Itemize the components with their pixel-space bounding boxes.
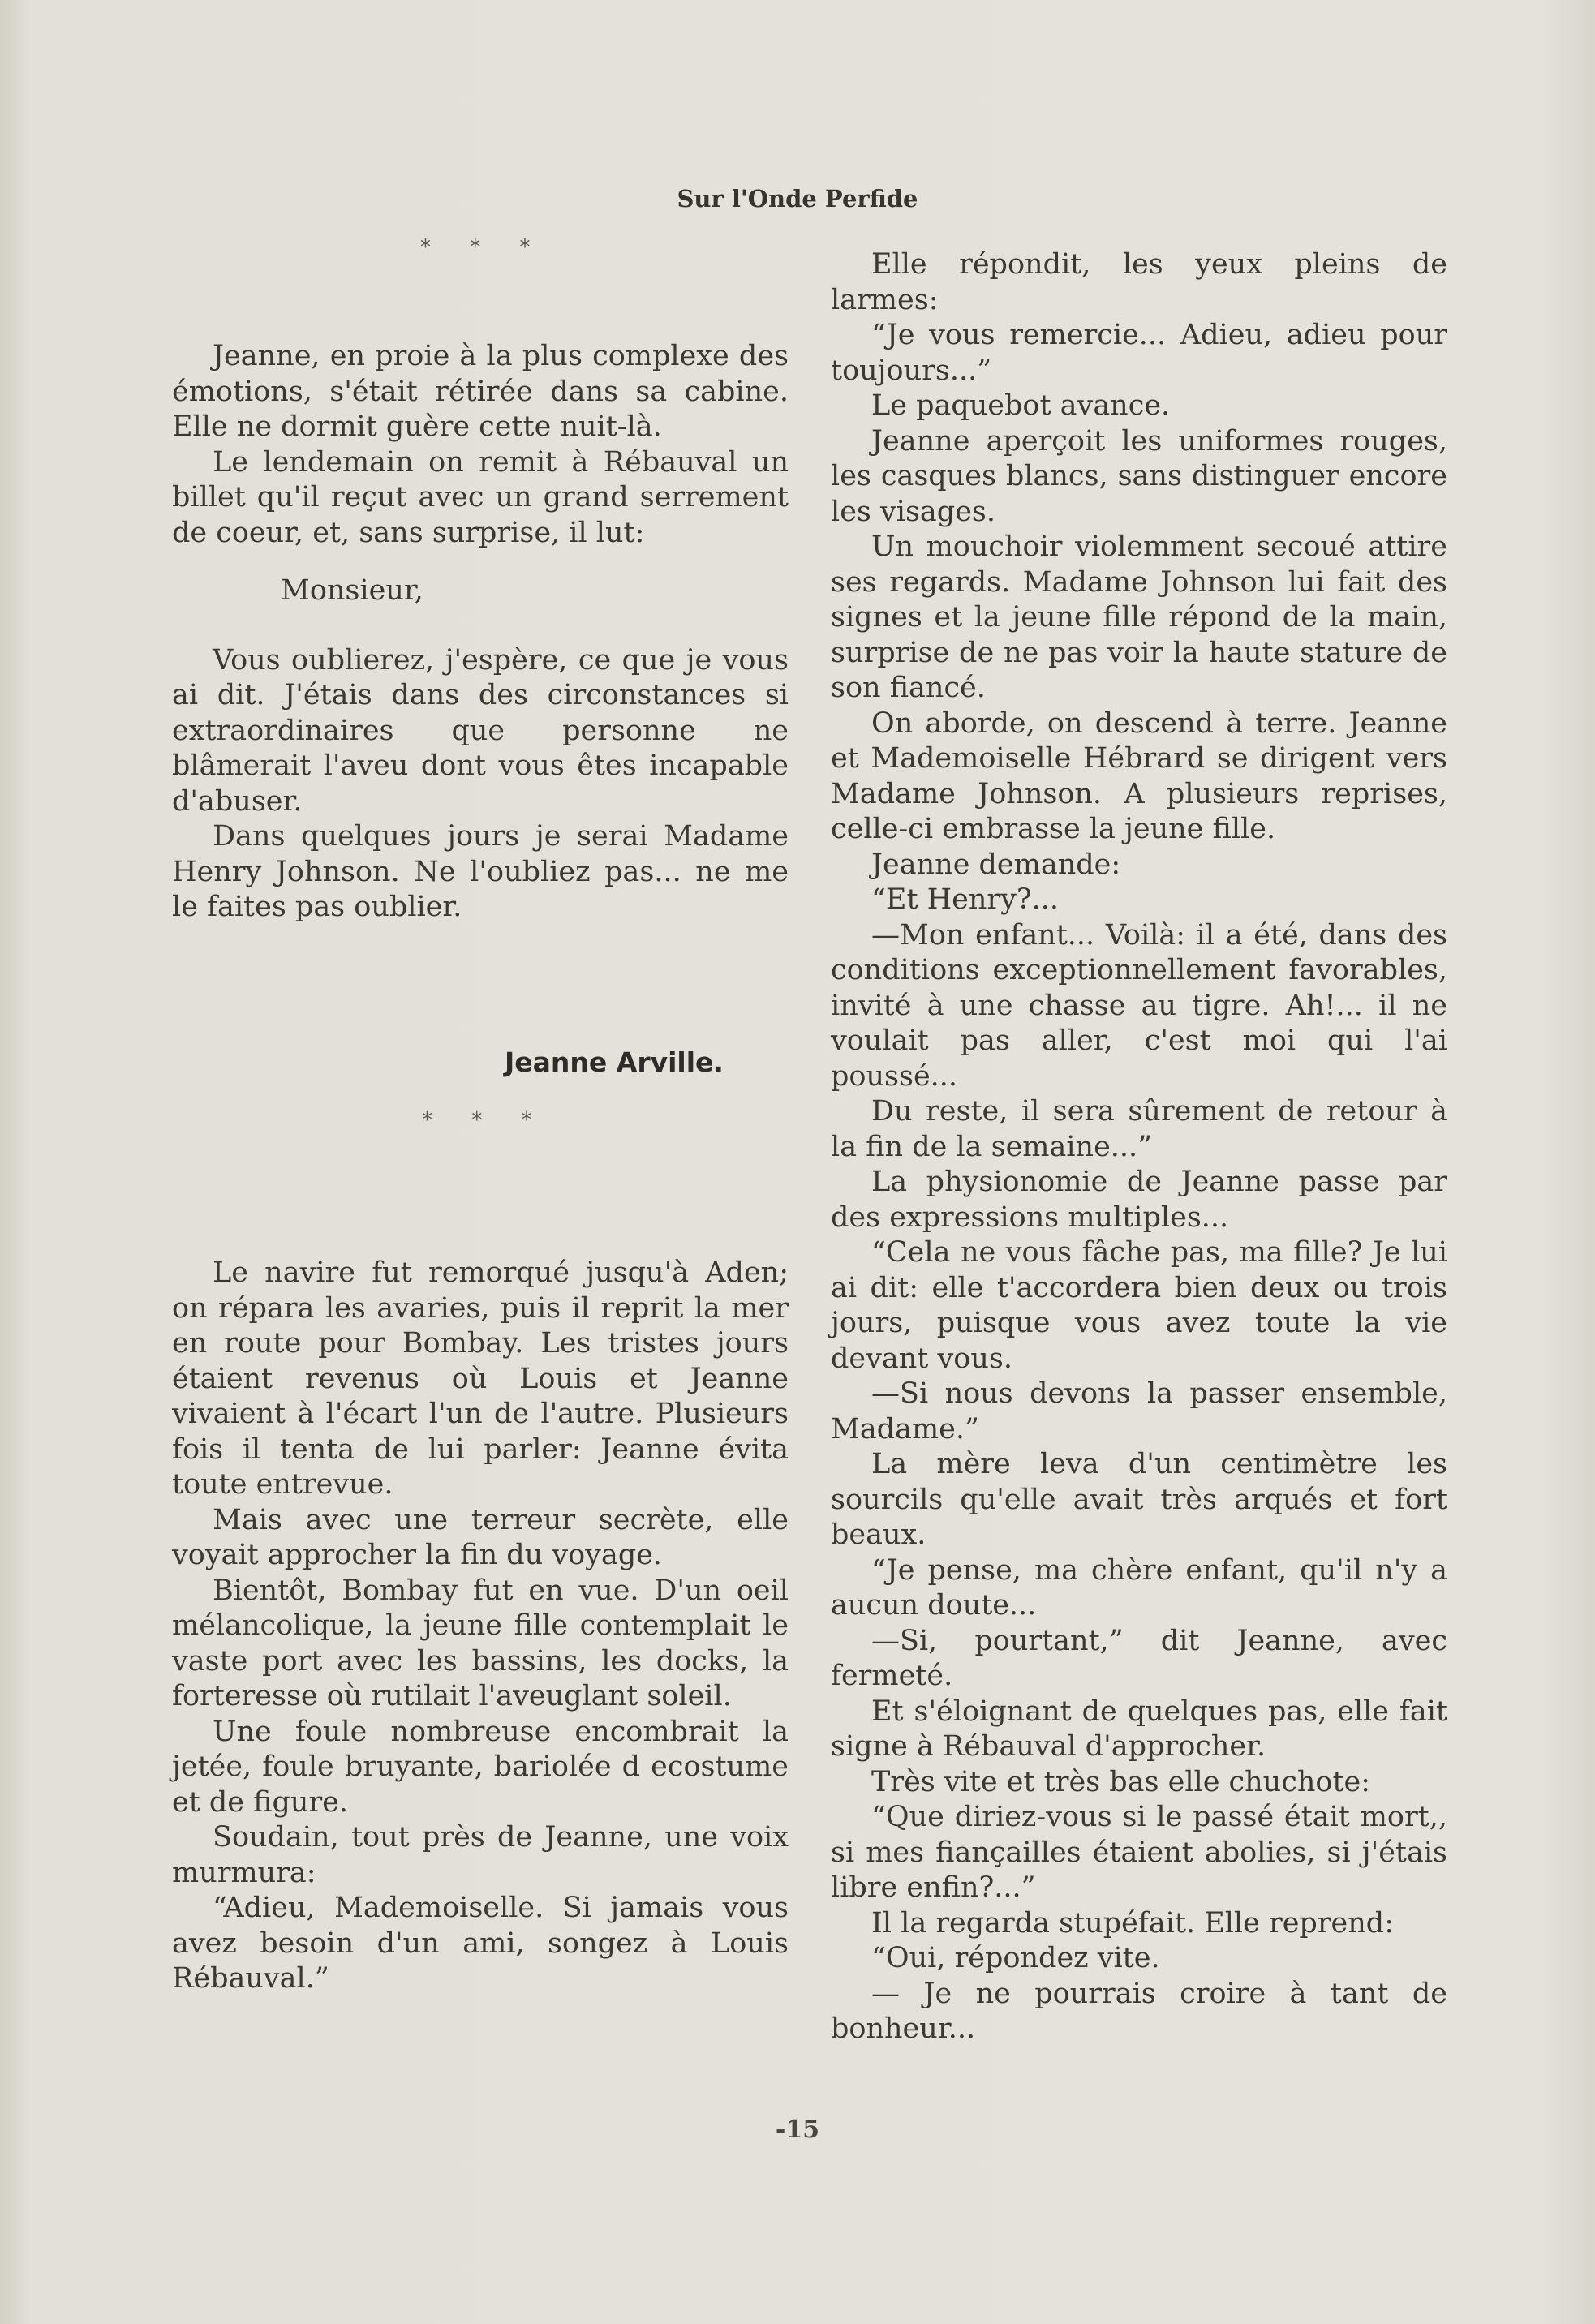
paragraph: Un mouchoir violemment secoué attire ses regards. Madame Johnson lui fait des signes et la jeune fille répond de la main, surprise de ne pas voir la haute stature de son fiancé. [831,531,1447,704]
paragraph: Jeanne aperçoit les uniformes rouges, les casques blancs, sans distinguer encore les visages. [831,424,1447,528]
right-column [831,247,1447,2047]
paragraph: On aborde, on descend à terre. Jeanne et Mademoiselle Hébrard se dirigent vers Madame Johnson. A plusieurs reprises, celle-ci embrasse la jeune fille. [831,707,1447,845]
paragraph: Elle répondit, les yeux pleins de larmes: [831,248,1447,316]
left-column-continued [172,1256,789,1997]
paragraph: Bientôt, Bombay fut en vue. D'un oeil mélancolique, la jeune fille contemplait le vaste port avec les bassins, les docks, la forteresse où rutilait l'aveuglant soleil. [172,1574,789,1712]
paragraph: Jeanne demande: [871,848,1121,881]
paragraph: Il la regarda stupéfait. Elle reprend: [871,1906,1394,1940]
letter-salutation: Monsieur, [281,574,423,607]
paragraph: “Oui, répondez vite. [871,1942,1160,1974]
paragraph: Le lendemain on remit à Rébauval un billet qu'il reçut avec un grand serrement de coeur, et, sans surprise, il lut: [172,445,789,549]
paragraph: Le paquebot avance. [871,389,1171,422]
letter-paragraph: Dans quelques jours je serai Madame Henry Johnson. Ne l'oubliez pas... ne me le faites pas oublier. [172,820,789,923]
paragraph: Le navire fut remorqué jusqu'à Aden; on répara les avaries, puis il reprit la mer en route pour Bombay. Les tristes jours étaient revenus où Louis et Jeanne vivaient à l'écart l'un de l'autre. Plusieurs fois il tenta de lui parler: Jeanne évita toute entrevue. [172,1257,789,1501]
paragraph: “Je vous remercie... Adieu, adieu pour toujours...” [831,319,1447,387]
paragraph: Du reste, il sera sûrement de retour à la fin de la semaine...” [831,1095,1447,1163]
paragraph: Une foule nombreuse encombrait la jetée, foule bruyante, bariolée d ecostume et de figure. [172,1715,789,1819]
paragraph: Et s'éloignant de quelques pas, elle fait signe à Rébauval d'approcher. [831,1695,1447,1763]
paragraph: La physionomie de Jeanne passe par des expressions multiples... [831,1166,1447,1234]
paragraph: —Mon enfant... Voilà: il a été, dans des conditions exceptionnellement favorables, invité à une chasse au tigre. Ah!... il ne voulait pas aller, c'est moi qui l'ai poussé... [831,918,1447,1093]
paragraph: Soudain, tout près de Jeanne, une voix murmura: [172,1821,789,1889]
paragraph: Très vite et très bas elle chuchote: [871,1765,1371,1798]
paragraph: “Cela ne vous fâche pas, ma fille? Je lui ai dit: elle t'accordera bien deux ou trois jours, puisque vous avez toute la vie devant vous. [831,1236,1447,1375]
paragraph: “Adieu, Mademoiselle. Si jamais vous avez besoin d'un ami, songez à Louis Rébauval.” [172,1892,789,1995]
paragraph: “Que diriez-vous si le passé était mort,, si mes fiançailles étaient abolies, si j'étais libre enfin?...” [831,1801,1447,1904]
section-break-ornament: * * * [422,1108,548,1132]
paragraph: —Si nous devons la passer ensemble, Madame.” [831,1377,1447,1446]
paragraph: La mère leva d'un centimètre les sourcils qu'elle avait très arqués et fort beaux. [831,1448,1447,1551]
letter-signature: Jeanne Arville. [505,1046,724,1078]
paragraph: Jeanne, en proie à la plus complexe des émotions, s'était rétirée dans sa cabine. Elle ne dormit guère cette nuit-là. [172,340,789,443]
running-title: Sur l'Onde Perfide [677,185,918,213]
paragraph: “Et Henry?... [871,883,1060,916]
paragraph: — Je ne pourrais croire à tant de bonheur... [831,1977,1447,2045]
section-break-ornament: * * * [420,235,547,260]
paragraph: —Si, pourtant,” dit Jeanne, avec fermeté. [831,1624,1447,1692]
paragraph: “Je pense, ma chère enfant, qu'il n'y a aucun doute... [831,1553,1447,1622]
left-column [172,339,789,926]
letter-paragraph: Vous oublierez, j'espère, ce que je vous ai dit. J'étais dans des circonstances si extraordinaires que personne ne blâmerait l'aveu dont vous êtes incapable d'abuser. [172,643,789,818]
paragraph: Mais avec une terreur secrète, elle voyait approcher la fin du voyage. [172,1503,789,1571]
page-number: -15 [775,2116,820,2144]
